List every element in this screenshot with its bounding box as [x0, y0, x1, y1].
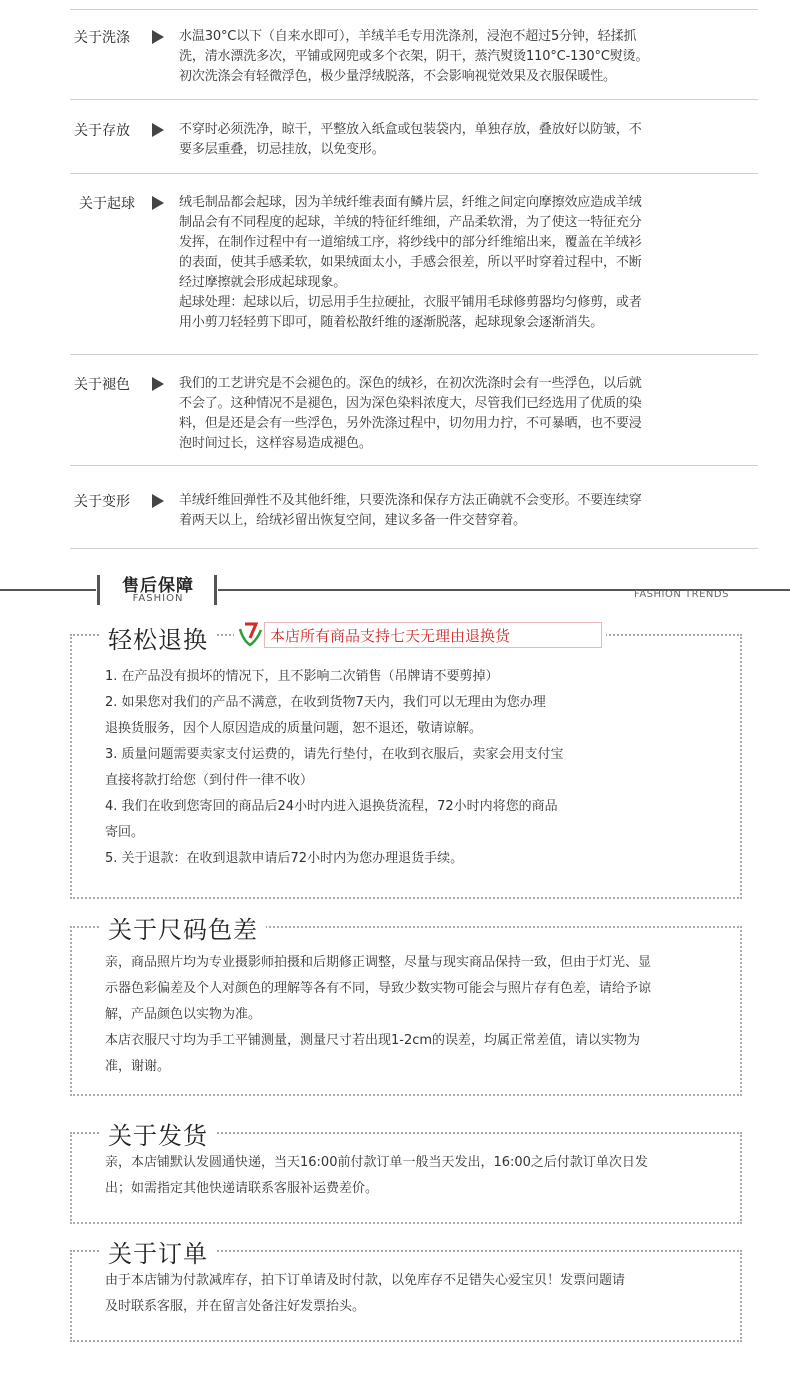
returns-list	[105, 664, 665, 872]
shipping-title: 关于发货	[100, 1116, 216, 1151]
care-label: 关于变形	[74, 494, 130, 510]
return-promise	[234, 620, 606, 650]
care-label: 关于洗涤	[74, 30, 130, 46]
seven-day-return-icon	[236, 620, 266, 650]
divider	[70, 99, 758, 100]
returns-title: 轻松退换	[100, 620, 216, 655]
divider	[70, 354, 758, 355]
size-color-text: 亲，商品照片均为专业摄影师拍摄和后期修正调整，尽量与现实商品保持一致，但由于灯光、显 示器色彩偏差及个人对颜色的理解等各有不同，导致少数实物可能会与照片存有色差，请给予谅 解，产品颜色以实物为准。 本店衣服尺寸均为手工平铺测量，测量尺寸若出现1-2cm的误差，均属正常差值，请以实物为 准，谢谢。	[105, 955, 652, 1074]
care-label: 关于起球	[79, 196, 135, 212]
fashion-trends-label: FASHION TRENDS	[634, 589, 729, 600]
triangle-arrow-icon	[152, 377, 164, 391]
triangle-arrow-icon	[152, 196, 164, 210]
divider	[70, 548, 758, 549]
care-label: 关于存放	[74, 123, 130, 139]
header-rule-left	[0, 589, 96, 591]
list-item: 2. 如果您对我们的产品不满意，在收到货物7天内，我们可以无理由为您办理 退换货服务，因个人原因造成的质量问题，恕不退还，敬请谅解。	[105, 695, 546, 736]
triangle-arrow-icon	[152, 494, 164, 508]
order-text: 由于本店铺为付款减库存，拍下订单请及时付款，以免库存不足错失心爱宝贝！发票问题请 及时联系客服，并在留言处备注好发票抬头。	[105, 1273, 626, 1314]
section-title: 售后保障	[122, 576, 194, 596]
care-text: 我们的工艺讲究是不会褪色的。深色的绒衫，在初次洗涤时会有一些浮色，以后就 不会了。这种情况不是褪色，因为深色染料浓度大，尽管我们已经选用了优质的染 料，但是还是会有一些浮色，另外洗涤过程中，切勿用力拧，不可暴晒，也不要浸 泡时间过长，这样容易造成褪色。	[179, 376, 642, 451]
shipping-text: 亲，本店铺默认发圆通快递，当天16:00前付款订单一般当天发出，16:00之后付款订单次日发 出；如需指定其他快递请联系客服补运费差价。	[105, 1155, 648, 1196]
order-title: 关于订单	[100, 1234, 216, 1269]
care-text: 不穿时必须洗净，晾干，平整放入纸盒或包装袋内，单独存放，叠放好以防皱，不 要多层重叠，切忌挂放，以免变形。	[179, 122, 642, 157]
care-text: 水温30°C以下（自来水即可），羊绒羊毛专用洗涤剂，浸泡不超过5分钟，轻揉抓 洗，清水漂洗多次，平铺或网兜或多个衣架，阴干，蒸汽熨烫110°C-130°C熨烫。 初次洗涤会有轻微浮色，极少量浮绒脱落，不会影响视觉效果及衣服保暖性。	[179, 29, 649, 84]
promise-text: 本店所有商品支持七天无理由退换货	[270, 627, 511, 645]
top-divider	[70, 9, 758, 10]
triangle-arrow-icon	[152, 30, 164, 44]
triangle-arrow-icon	[152, 123, 164, 137]
section-subtitle: FASHION	[132, 593, 184, 604]
list-item: 5. 关于退款：在收到退款申请后72小时内为您办理退货手续。	[105, 851, 464, 866]
divider	[70, 465, 758, 466]
list-item: 3. 质量问题需要卖家支付运费的，请先行垫付，在收到衣服后，卖家会用支付宝 直接将款打给您（到付件一律不收）	[105, 747, 564, 788]
care-text: 绒毛制品都会起球，因为羊绒纤维表面有鳞片层，纤维之间定向摩擦效应造成羊绒 制品会有不同程度的起球，羊绒的特征纤维细，产品柔软滑，为了使这一特征充分 发挥，在制作过程中有一道缩绒工序，将纱线中的部分纤维缩出来，覆盖在羊绒衫 的表面，使其手感柔软，如果绒面太小，手感会很差，所以平时穿着过程中，不断 经过摩擦就会形成起球现象。 起球处理：起球以后，切忌用手生拉硬扯，衣服平铺用毛球修剪器均匀修剪，或者 用小剪刀轻轻剪下即可，随着松散纤维的逐渐脱落，起球现象会逐渐消失。	[179, 195, 642, 330]
care-text: 羊绒纤维回弹性不及其他纤维，只要洗涤和保存方法正确就不会变形。不要连续穿 着两天以上，给绒衫留出恢复空间，建议多备一件交替穿着。	[179, 493, 642, 528]
list-item: 1. 在产品没有损坏的情况下，且不影响二次销售（吊牌请不要剪掉）	[105, 669, 499, 684]
list-item: 4. 我们在收到您寄回的商品后24小时内进入退换货流程，72小时内将您的商品 寄回。	[105, 799, 558, 840]
size-color-title: 关于尺码色差	[100, 910, 266, 945]
care-label: 关于褪色	[74, 377, 130, 393]
divider	[70, 173, 758, 174]
